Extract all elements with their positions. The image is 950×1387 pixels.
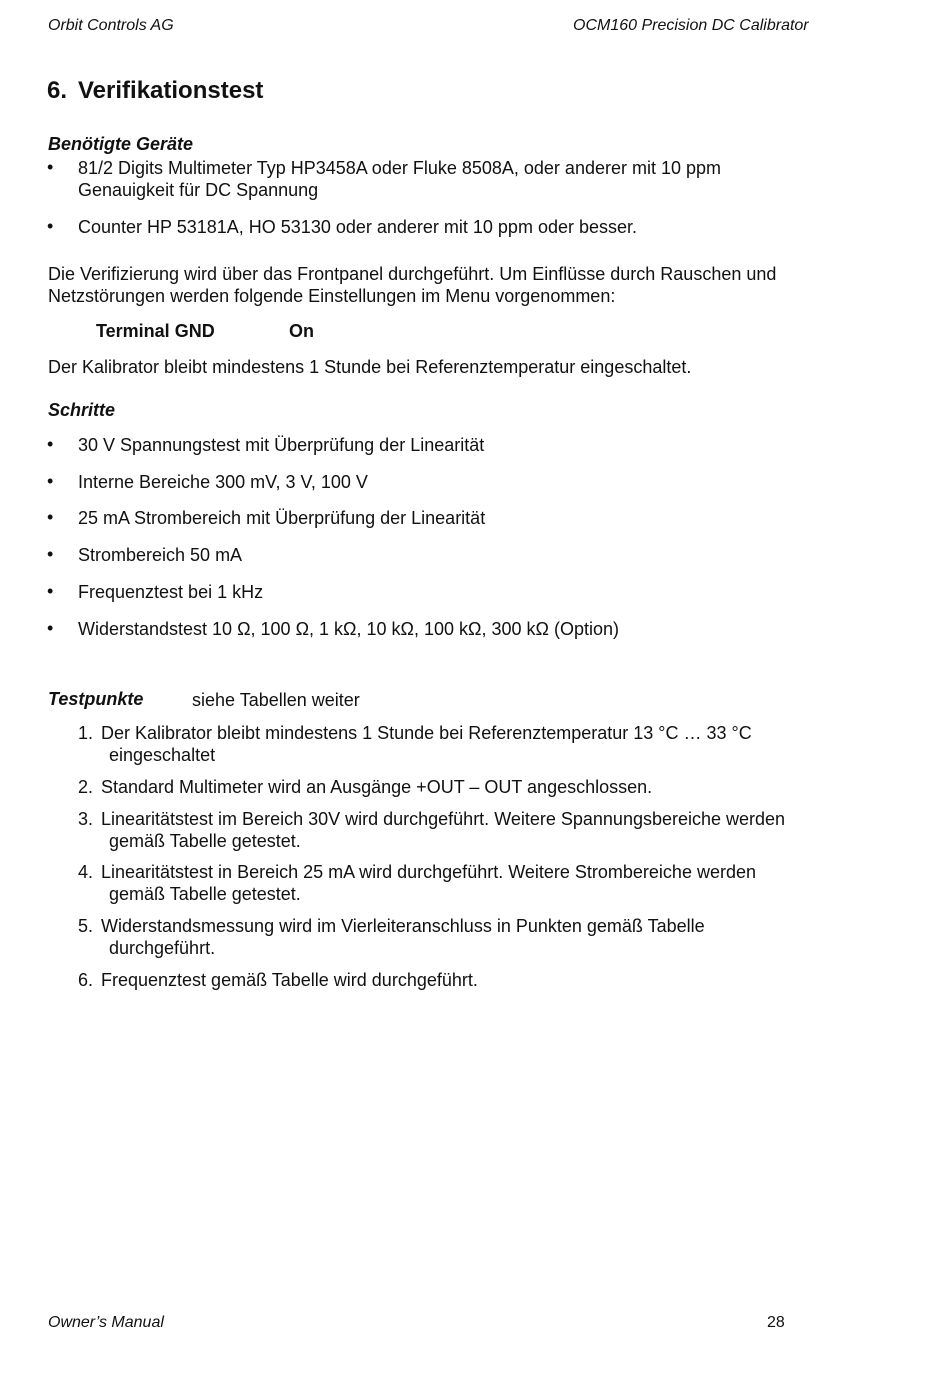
testpoint-item xyxy=(78,808,828,852)
bullet-icon: • xyxy=(47,216,54,236)
bullet-icon: • xyxy=(47,544,54,564)
bullet-icon: • xyxy=(47,618,54,638)
intro-line2: Netzstörungen werden folgende Einstellungen im Menu vorgenommen: xyxy=(48,286,616,306)
equipment-item-line1: Counter HP 53181A, HO 53130 oder anderer mit 10 ppm oder besser. xyxy=(78,217,638,237)
testpoint-number: 2. xyxy=(78,777,94,797)
setting-name: Terminal GND xyxy=(96,321,215,341)
testpoint-number: 1. xyxy=(78,723,94,743)
testpoint-item xyxy=(78,969,828,991)
testpoint-line1: Der Kalibrator bleibt mindestens 1 Stunde bei Referenztemperatur 13 °C … 33 °C xyxy=(101,723,752,743)
testpoint-line1: Standard Multimeter wird an Ausgänge +OUT – OUT angeschlossen. xyxy=(101,777,653,797)
testpoint-line1: Frequenztest gemäß Tabelle wird durchgeführt. xyxy=(101,970,478,990)
testpoint-number: 6. xyxy=(78,970,94,990)
testpoint-line1: Linearitätstest im Bereich 30V wird durchgeführt. Weitere Spannungsbereiche werden xyxy=(101,809,786,829)
testpoint-line2: durchgeführt. xyxy=(109,938,216,958)
testpoint-item xyxy=(78,776,828,798)
equipment-item xyxy=(78,157,838,201)
step-item: 30 V Spannungstest mit Überprüfung der Linearität xyxy=(78,435,485,455)
testpoint-line2: gemäß Tabelle getestet. xyxy=(109,831,301,851)
step-item: Interne Bereiche 300 mV, 3 V, 100 V xyxy=(78,472,368,492)
testpoint-number: 3. xyxy=(78,809,94,829)
setting-value: On xyxy=(289,321,314,341)
testpoint-item xyxy=(78,861,828,905)
testpoint-number: 4. xyxy=(78,862,94,882)
step-item: Widerstandstest 10 Ω, 100 Ω, 1 kΩ, 10 kΩ, 100 kΩ, 300 kΩ (Option) xyxy=(78,619,619,639)
footer-manual: Owner’s Manual xyxy=(48,1314,164,1331)
equipment-item-line2: Genauigkeit für DC Spannung xyxy=(78,180,319,200)
warmup-note: Der Kalibrator bleibt mindestens 1 Stunde bei Referenztemperatur eingeschaltet. xyxy=(48,357,692,377)
intro-paragraph xyxy=(48,263,848,307)
section-number: 6. xyxy=(47,77,68,104)
equipment-item xyxy=(78,216,838,238)
bullet-icon: • xyxy=(47,157,54,177)
intro-line1: Die Verifizierung wird über das Frontpanel durchgeführt. Um Einflüsse durch Rauschen und xyxy=(48,264,777,284)
step-item: 25 mA Strombereich mit Überprüfung der Linearität xyxy=(78,508,486,528)
equipment-heading: Benötigte Geräte xyxy=(48,134,194,154)
step-item: Frequenztest bei 1 kHz xyxy=(78,582,264,602)
bullet-icon: • xyxy=(47,507,54,527)
page-number: 28 xyxy=(767,1314,785,1331)
equipment-item-line1: 81/2 Digits Multimeter Typ HP3458A oder Fluke 8508A, oder anderer mit 10 ppm xyxy=(78,158,722,178)
testpoint-line2: gemäß Tabelle getestet. xyxy=(109,884,301,904)
testpoint-line1: Linearitätstest in Bereich 25 mA wird durchgeführt. Weitere Strombereiche werden xyxy=(101,862,756,882)
bullet-icon: • xyxy=(47,434,54,454)
section-title: Verifikationstest xyxy=(78,77,264,104)
header-product: OCM160 Precision DC Calibrator xyxy=(573,17,809,34)
testpoints-heading: Testpunkte xyxy=(48,689,144,709)
testpoints-note: siehe Tabellen weiter xyxy=(192,690,360,710)
testpoint-item xyxy=(78,915,828,959)
testpoint-line2: eingeschaltet xyxy=(109,745,216,765)
testpoint-item xyxy=(78,722,828,766)
step-item: Strombereich 50 mA xyxy=(78,545,243,565)
steps-heading: Schritte xyxy=(48,400,116,420)
bullet-icon: • xyxy=(47,471,54,491)
bullet-icon: • xyxy=(47,581,54,601)
testpoint-line1: Widerstandsmessung wird im Vierleiteranschluss in Punkten gemäß Tabelle xyxy=(101,916,705,936)
testpoint-number: 5. xyxy=(78,916,94,936)
header-company: Orbit Controls AG xyxy=(48,17,174,34)
